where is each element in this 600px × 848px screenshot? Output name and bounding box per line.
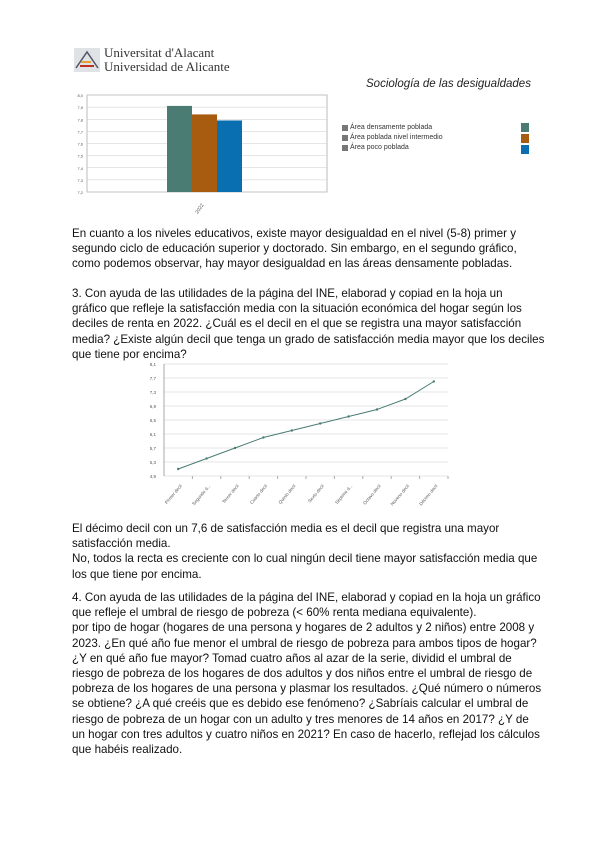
legend-item[interactable] [342, 133, 443, 143]
legend-swatch [521, 134, 529, 143]
data-point [177, 468, 179, 470]
y-tick-label: 7,3 [77, 177, 83, 183]
x-tick-label: Décimo decil [418, 483, 439, 507]
y-tick-label: 7,5 [77, 153, 83, 159]
x-tick-label: Segundo d... [191, 483, 212, 507]
data-point [376, 408, 378, 410]
text-line: un hogar con tres adultos y cuatro niños en 2021? En caso de hacerlo, reflejad los cálculos [72, 727, 540, 741]
data-point [262, 436, 264, 438]
x-tick-label: Tercer decil [221, 483, 240, 505]
text-line: 3. Con ayuda de las utilidades de la página del INE, elaborad y copiad en la hoja un [72, 287, 503, 300]
data-point [234, 447, 236, 449]
bar-legend [342, 123, 443, 153]
subject-title: Sociología de las desigualdades [366, 78, 531, 90]
data-line [178, 382, 434, 470]
y-tick-label: 7,4 [77, 165, 83, 171]
text-line: media? ¿Existe algún decil que tenga un grado de satisfacción media mayor que los deciles [72, 332, 545, 346]
x-tick-label: Noveno decil [389, 483, 411, 507]
logo-icon [74, 48, 100, 72]
text-line: pobreza de los hogares de una persona y plasmar los resultados. ¿Qué número o números [72, 682, 542, 696]
text-line: El décimo decil con un 7,6 de satisfacción media es el decil que registra una mayor [72, 522, 500, 535]
y-tick-label: 7,9 [77, 105, 83, 111]
y-tick-label: 6,1 [149, 432, 156, 437]
bar [192, 114, 217, 192]
y-tick-label: 7,7 [77, 129, 83, 135]
legend-swatch [521, 123, 529, 132]
y-tick-label: 5,3 [149, 460, 156, 465]
text-line: por tipo de hogar (hogares de una persona y hogares de 2 adultos y 2 niños) entre 2008 y [72, 621, 535, 635]
y-tick-label: 7,6 [77, 141, 83, 147]
paragraph-4 [72, 590, 542, 757]
bar [217, 120, 242, 192]
text-line: gráfico que refleje la satisfacción media con la situación económica del hogar según los [72, 302, 522, 316]
text-line: riesgo de pobreza de los hogares de dos adultos y dos niños entre el umbral de riesgo de [72, 667, 533, 681]
paragraph-1 [72, 226, 532, 272]
data-point [433, 380, 435, 382]
university-name [104, 46, 230, 74]
legend-item[interactable] [342, 143, 443, 153]
text-line: que habéis realizado. [72, 743, 183, 757]
y-tick-label: 6,5 [149, 418, 156, 423]
bar-chart [60, 90, 340, 220]
text-line: como podemos observar, hay mayor desigualdad en las áreas densamente pobladas. [72, 257, 513, 271]
x-tick-label: Quinto decil [277, 483, 297, 505]
y-tick-label: 6,9 [149, 404, 156, 409]
university-line1: Universitat d'Alacant [104, 45, 215, 60]
data-point [319, 422, 321, 424]
x-tick-label: Cuarto decil [248, 483, 269, 506]
legend-swatch [521, 145, 529, 154]
text-line: No, todos la recta es creciente con lo cual ningún decil tiene mayor satisfacción media que [72, 552, 538, 566]
bar [167, 106, 192, 192]
text-line: se obtiene? ¿A qué creéis que es debido ese fenómeno? ¿Sabríais calcular el umbral de [72, 697, 529, 711]
x-tick-label: Sexto decil [306, 483, 325, 504]
y-tick-label: 7,8 [77, 117, 83, 123]
university-line2: Universidad de Alicante [104, 59, 230, 74]
y-tick-label: 8,1 [149, 362, 156, 367]
y-tick-label: 7,7 [149, 376, 156, 381]
text-line: ¿Y en qué año fue mayor? Tomad cuatro años al azar de la serie, dividid el umbral de [72, 651, 512, 665]
x-tick-label: Séptimo d... [334, 483, 354, 506]
text-line: que refleje el umbral de riesgo de pobreza (< 60% renta mediana equivalente). [72, 606, 477, 620]
text-line: que tiene por encima? [72, 347, 187, 361]
y-tick-label: 4,9 [149, 474, 156, 479]
y-tick-label: 7,3 [149, 390, 156, 395]
data-point [404, 398, 406, 400]
line-chart [130, 360, 450, 520]
paragraph-2 [72, 286, 545, 362]
checkbox-icon[interactable] [342, 135, 348, 141]
text-line: 2023. ¿En qué año fue menor el umbral de riesgo de pobreza para ambos tipos de hogar? [72, 636, 537, 650]
legend-label: Área poblada nivel intermedio [350, 134, 443, 141]
text-line: satisfacción media. [72, 537, 171, 551]
text-line: segundo ciclo de educación superior y doctorado. Sin embargo, en el segundo gráfico, [72, 242, 517, 256]
legend-item[interactable] [342, 123, 443, 133]
legend-label: Área poco poblada [350, 144, 409, 151]
checkbox-icon[interactable] [342, 125, 348, 131]
checkbox-icon[interactable] [342, 145, 348, 151]
text-line: riesgo de pobreza de un hogar con un adulto y tres menores de 14 años en 2017? ¿Y de [72, 712, 529, 726]
data-point [291, 429, 293, 431]
y-tick-label: 8,0 [77, 93, 83, 98]
legend-label: Área densamente poblada [350, 124, 433, 131]
x-tick-label: 2022 [194, 202, 206, 216]
text-line: 4. Con ayuda de las utilidades de la página del INE, elaborad y copiad en la hoja un gráfico [72, 591, 541, 604]
x-tick-label: Octavo decil [362, 483, 382, 506]
university-logo [74, 48, 100, 72]
text-line: deciles de renta en 2022. ¿Cuál es el decil en el que se registra una mayor satisfacción [72, 317, 522, 331]
text-line: los que tiene por encima. [72, 567, 202, 581]
y-tick-label: 5,7 [149, 446, 156, 451]
data-point [205, 457, 207, 459]
paragraph-3 [72, 521, 538, 582]
data-point [347, 415, 349, 417]
y-tick-label: 7,2 [77, 190, 83, 195]
text-line: En cuanto a los niveles educativos, existe mayor desigualdad en el nivel (5-8) primer y [72, 227, 517, 240]
x-tick-label: Primer decil [163, 483, 183, 505]
